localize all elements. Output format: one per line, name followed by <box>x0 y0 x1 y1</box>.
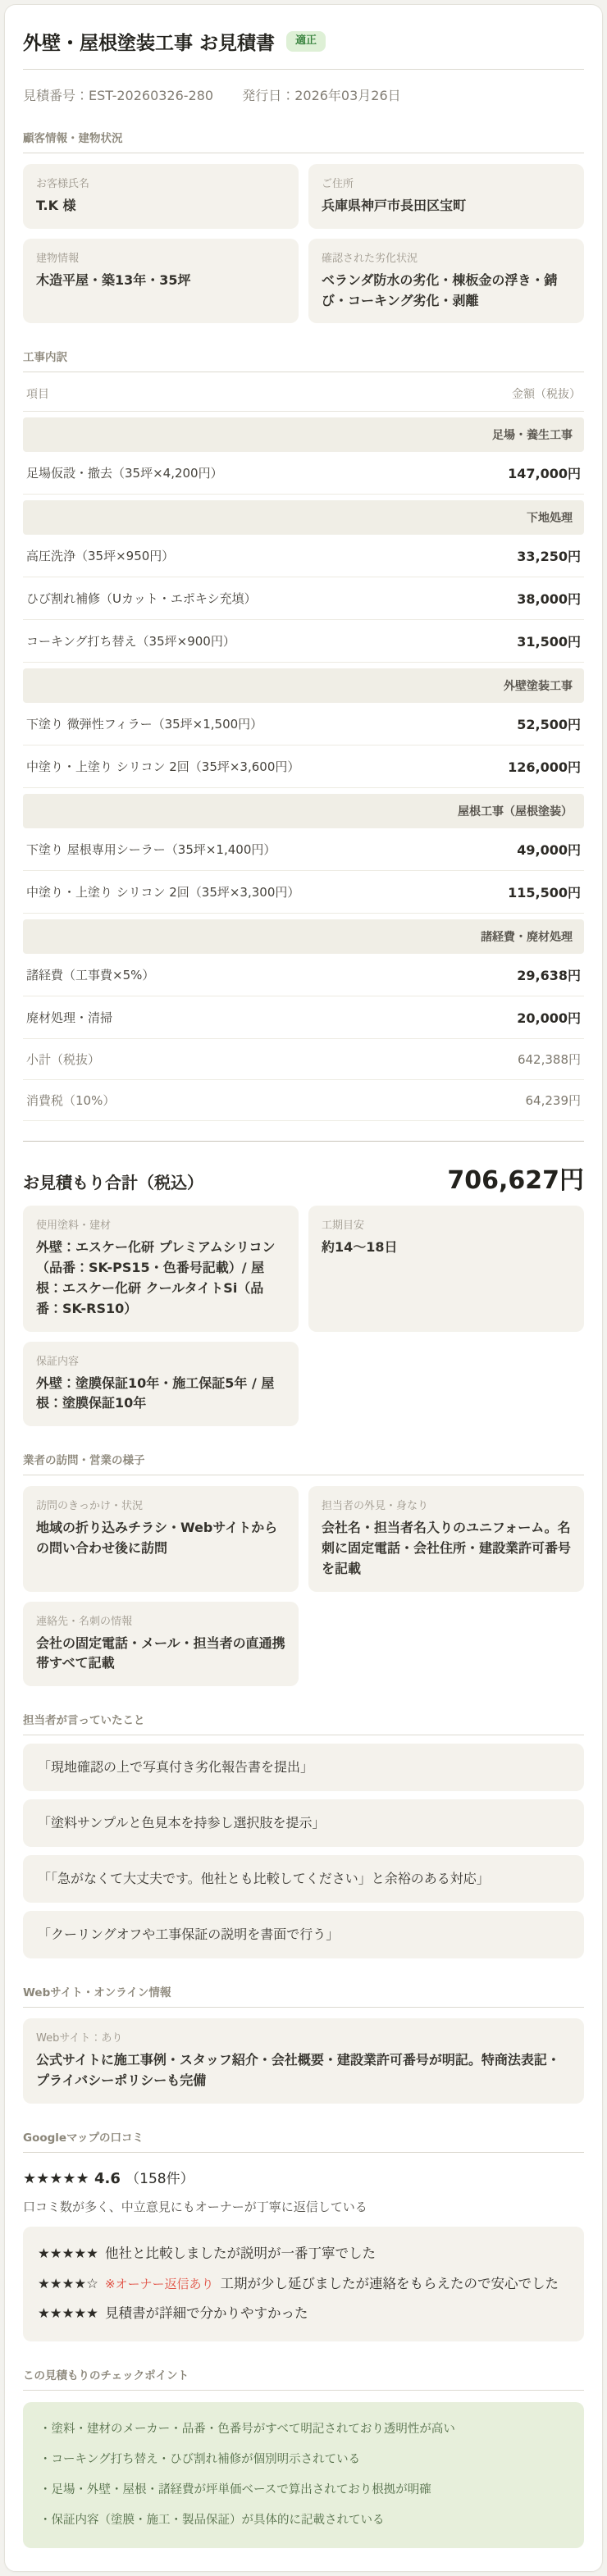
customer-grid <box>23 164 584 323</box>
item-label: 下塗り 屋根専用シーラー（35坪×1,400円） <box>26 842 276 858</box>
item-label: コーキング打ち替え（35坪×900円） <box>26 634 235 650</box>
quote-item: 「現地確認の上で写真付き劣化報告書を提出」 <box>23 1744 584 1791</box>
field-label: 保証内容 <box>36 1355 80 1368</box>
section-web <box>23 1983 584 2104</box>
item-amount: 115,500円 <box>508 885 581 901</box>
field-label: Webサイト：あり <box>36 2032 123 2045</box>
section-heading: 顧客情報・建物状況 <box>23 129 584 153</box>
estimate-number: 見積番号：EST-20260326-280 <box>23 88 214 103</box>
estimate-card <box>4 4 603 2572</box>
section-heading: この見積もりのチェックポイント <box>23 2366 584 2391</box>
field-value: 兵庫県神戸市長田区宝町 <box>322 198 467 213</box>
header <box>23 25 584 55</box>
table-row <box>23 871 584 914</box>
section-sales <box>23 1451 584 1686</box>
total-amount: 706,627円 <box>447 1166 584 1196</box>
field-label: 使用塗料・建材 <box>36 1220 112 1233</box>
field-label: 訪問のきっかけ・状況 <box>36 1500 144 1513</box>
item-label: 消費税（10%） <box>26 1093 116 1109</box>
item-label: 高圧洗浄（35坪×950円） <box>26 549 175 564</box>
item-label: 下塗り 微弾性フィラー（35坪×1,500円） <box>26 717 263 732</box>
field-label: 建物情報 <box>36 252 80 265</box>
checkpoint-item: ・コーキング打ち替え・ひび割れ補修が個別明示されている <box>39 2453 361 2467</box>
owner-reply-note: ※オーナー返信あり <box>104 2276 214 2291</box>
item-amount: 642,388円 <box>517 1052 581 1068</box>
field-label: 担当者の外見・身なり <box>322 1500 429 1513</box>
quotes-list <box>23 1744 584 1958</box>
grid-spacer <box>308 1602 584 1687</box>
checkpoint-item: ・塗料・建材のメーカー・品番・色番号がすべて明記されており透明性が高い <box>39 2423 455 2436</box>
field-label: お客様氏名 <box>36 178 90 190</box>
section-heading: Webサイト・オンライン情報 <box>23 1983 584 2008</box>
field-visit-trigger <box>23 1486 299 1591</box>
table-row <box>23 828 584 871</box>
stars-icon: ★★★★★ <box>38 2305 98 2322</box>
item-amount: 126,000円 <box>508 759 581 776</box>
field-appearance <box>308 1486 584 1591</box>
item-amount: 38,000円 <box>517 591 581 608</box>
field-value: 約14〜18日 <box>322 1239 398 1256</box>
status-badge: 適正 <box>286 31 326 52</box>
total-label: お見積もり合計（税込） <box>23 1173 203 1193</box>
field-customer-name <box>23 164 299 229</box>
total-row <box>23 1142 584 1199</box>
review-list <box>23 2227 584 2341</box>
field-label: 工期目安 <box>322 1220 365 1233</box>
quote-item: 「塗料サンプルと色見本を持参し選択肢を提示」 <box>23 1799 584 1847</box>
item-amount: 49,000円 <box>517 842 581 859</box>
field-label: 連絡先・名刺の情報 <box>36 1615 133 1628</box>
item-label: 廃材処理・清掃 <box>26 1010 113 1026</box>
item-label: 中塗り・上塗り シリコン 2回（35坪×3,600円） <box>26 759 300 775</box>
review-item <box>38 2269 569 2300</box>
quote-item: 「「急がなくて大丈夫です。他社とも比較してください」と余裕のある対応」 <box>23 1855 584 1903</box>
field-value: 地域の折り込みチラシ・Webサイトからの問い合わせ後に訪問 <box>36 1520 278 1556</box>
table-row <box>23 577 584 620</box>
details-grid <box>23 1206 584 1426</box>
field-website <box>23 2018 584 2104</box>
item-label: ひび割れ補修（Uカット・エポキシ充填） <box>26 591 257 607</box>
item-label: 諸経費（工事費×5%） <box>26 968 155 983</box>
table-row <box>23 703 584 745</box>
rating-value: 4.6 <box>94 2169 121 2187</box>
item-amount: 31,500円 <box>517 634 581 650</box>
table-row <box>23 954 584 996</box>
field-address <box>308 164 584 229</box>
table-header <box>23 375 584 412</box>
field-value: 会社の固定電話・メール・担当者の直通携帯すべて記載 <box>36 1635 285 1671</box>
item-amount: 64,239円 <box>525 1093 581 1109</box>
page-title: 外壁・屋根塗装工事 お見積書 <box>23 33 276 54</box>
item-amount: 20,000円 <box>517 1010 581 1027</box>
field-value: 外壁：エスケー化研 プレミアムシリコン（品番：SK-PS15・色番号記載）/ 屋根：エスケー化研 クールタイトSi（品番：SK-RS10） <box>36 1239 276 1316</box>
table-row <box>23 535 584 577</box>
table-row <box>23 620 584 663</box>
review-item <box>38 2299 569 2329</box>
review-text: 工期が少し延びましたが連絡をもらえたので安心でした <box>220 2275 559 2291</box>
checkpoint-item: ・保証内容（塗膜・施工・製品保証）が具体的に記載されている <box>39 2514 385 2528</box>
grid-spacer <box>308 1342 584 1427</box>
field-label: ご住所 <box>322 178 354 190</box>
divider <box>23 69 584 70</box>
col-amount: 金額（税抜） <box>512 388 581 402</box>
tax-row <box>23 1080 584 1121</box>
section-heading: 担当者が言っていたこと <box>23 1711 584 1735</box>
section-checkpoints <box>23 2366 584 2548</box>
section-work-breakdown <box>23 348 584 1426</box>
section-heading: 業者の訪問・営業の様子 <box>23 1451 584 1475</box>
field-building-info <box>23 239 299 324</box>
section-quotes <box>23 1711 584 1958</box>
table-group-row: 足場・養生工事 <box>23 417 584 452</box>
review-count: （158件） <box>126 2170 194 2187</box>
checkpoint-item: ・足場・外壁・屋根・諸経費が坪単価ベースで算出されており根拠が明確 <box>39 2483 431 2497</box>
table-group-row: 外壁塗装工事 <box>23 668 584 703</box>
table-row <box>23 996 584 1039</box>
table-row <box>23 452 584 495</box>
review-text: 見積書が詳細で分かりやすかった <box>104 2305 308 2322</box>
table-group-row: 下地処理 <box>23 500 584 535</box>
item-label: 中塗り・上塗り シリコン 2回（35坪×3,300円） <box>26 885 300 900</box>
subtotal-row <box>23 1039 584 1080</box>
stars-icon: ★★★★☆ <box>38 2275 98 2291</box>
section-reviews <box>23 2128 584 2341</box>
quote-item: 「クーリングオフや工事保証の説明を書面で行う」 <box>23 1911 584 1958</box>
field-value: T.K 様 <box>36 198 76 213</box>
field-warranty <box>23 1342 299 1427</box>
checkpoint-list <box>23 2402 584 2548</box>
section-heading: Googleマップの口コミ <box>23 2128 584 2153</box>
issue-date: 発行日：2026年03月26日 <box>242 88 401 103</box>
stars-icon: ★★★★★ <box>38 2245 98 2261</box>
item-amount: 147,000円 <box>508 466 581 482</box>
field-contact-info <box>23 1602 299 1687</box>
table-row <box>23 745 584 788</box>
review-text: 他社と比較しましたが説明が一番丁寧でした <box>104 2245 376 2261</box>
field-materials <box>23 1206 299 1331</box>
rating-summary <box>23 2167 584 2187</box>
field-value: 木造平屋・築13年・35坪 <box>36 271 191 288</box>
review-item <box>38 2239 569 2269</box>
section-customer <box>23 129 584 323</box>
field-value: 外壁：塗膜保証10年・施工保証5年 / 屋根：塗膜保証10年 <box>36 1375 275 1411</box>
stars-icon: ★★★★★ <box>23 2169 89 2187</box>
table-group-row: 諸経費・廃材処理 <box>23 919 584 954</box>
col-item: 項目 <box>26 388 49 402</box>
table-group-row: 屋根工事（屋根塗装） <box>23 794 584 828</box>
item-label: 小計（税抜） <box>26 1052 101 1068</box>
estimate-meta <box>23 85 584 104</box>
review-summary: 口コミ数が多く、中立意見にもオーナーが丁寧に返信している <box>23 2199 367 2214</box>
field-label: 確認された劣化状況 <box>322 252 418 265</box>
item-amount: 29,638円 <box>517 968 581 984</box>
field-deterioration <box>308 239 584 324</box>
item-amount: 33,250円 <box>517 549 581 565</box>
item-label: 足場仮設・撤去（35坪×4,200円） <box>26 466 223 481</box>
sales-grid <box>23 1486 584 1686</box>
field-duration <box>308 1206 584 1331</box>
item-amount: 52,500円 <box>517 717 581 733</box>
field-value: 会社名・担当者名入りのユニフォーム。名刺に固定電話・会社住所・建設業許可番号を記載 <box>322 1520 572 1576</box>
field-value: 公式サイトに施工事例・スタッフ紹介・会社概要・建設業許可番号が明記。特商法表記・プライバシーポリシーも完備 <box>36 2052 560 2088</box>
field-value: ベランダ防水の劣化・棟板金の浮き・錆び・コーキング劣化・剥離 <box>322 271 558 308</box>
section-heading: 工事内訳 <box>23 348 584 372</box>
